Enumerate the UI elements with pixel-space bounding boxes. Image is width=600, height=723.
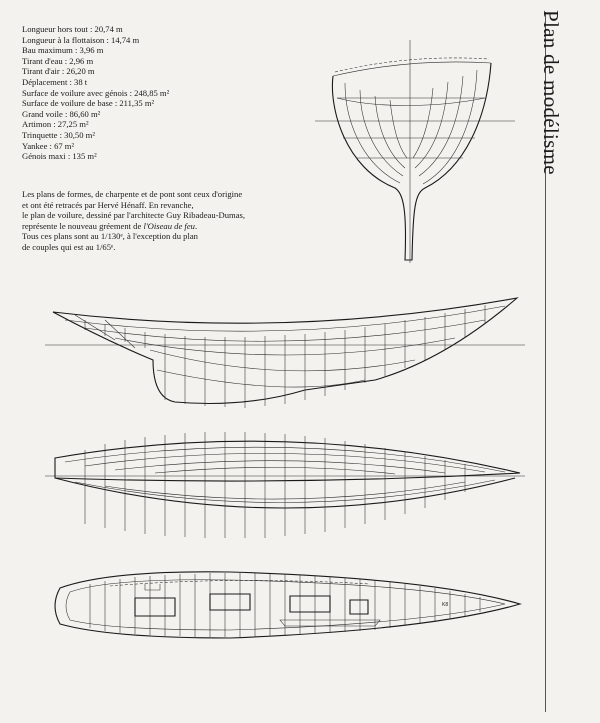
note-line: Les plans de formes, de charpente et de pont sont ceux d'origine xyxy=(22,189,243,199)
half-breadth-drawing xyxy=(45,428,525,538)
hull-profile-drawing xyxy=(45,290,525,420)
note-line: et ont été retracés par Hervé Hénaff. En revanche, xyxy=(22,199,194,210)
spec-line: Artimon : 27,25 m² xyxy=(22,119,89,130)
body-plan-drawing xyxy=(315,38,515,268)
deck-plan-label: K8 xyxy=(442,602,449,608)
page-title-text: Plan de modélisme xyxy=(539,10,563,175)
note-text: . xyxy=(194,220,198,231)
specifications-list xyxy=(22,24,292,162)
note-line xyxy=(22,221,252,232)
spec-line: Tirant d'eau : 2,96 m xyxy=(22,55,94,66)
spec-line: Yankee : 67 m² xyxy=(22,140,75,151)
spec-line: Longueur hors tout : 20,74 m xyxy=(22,24,123,34)
spec-line: Tirant d'air : 26,20 m xyxy=(22,66,95,77)
note-line: le plan de voilure, dessiné par l'architecte Guy Ribadeau-Dumas, xyxy=(22,210,245,221)
spec-line: Longueur à la flottaison : 14,74 m xyxy=(22,34,140,45)
plans-note xyxy=(22,189,252,253)
boat-name: l'Oiseau de feu xyxy=(143,220,195,231)
spec-line: Surface de voilure avec génois : 248,85 m² xyxy=(22,87,170,98)
spec-line: Génois maxi : 135 m² xyxy=(22,151,97,162)
note-line: Tous ces plans sont au 1/130ᵉ, à l'exception du plan xyxy=(22,231,198,242)
spec-line: Grand voile : 86,60 m² xyxy=(22,108,101,119)
page-title xyxy=(539,10,596,220)
spec-line: Bau maximum : 3,96 m xyxy=(22,45,104,56)
spec-line: Déplacement : 38 t xyxy=(22,76,88,87)
spec-line: Surface de voilure de base : 211,35 m² xyxy=(22,98,155,109)
deck-plan-drawing xyxy=(50,560,530,665)
spec-line: Trinquette : 30,50 m² xyxy=(22,129,95,140)
note-line: de couples qui est au 1/65ᵉ. xyxy=(22,241,116,252)
note-text: représente le nouveau gréement de xyxy=(22,220,144,231)
